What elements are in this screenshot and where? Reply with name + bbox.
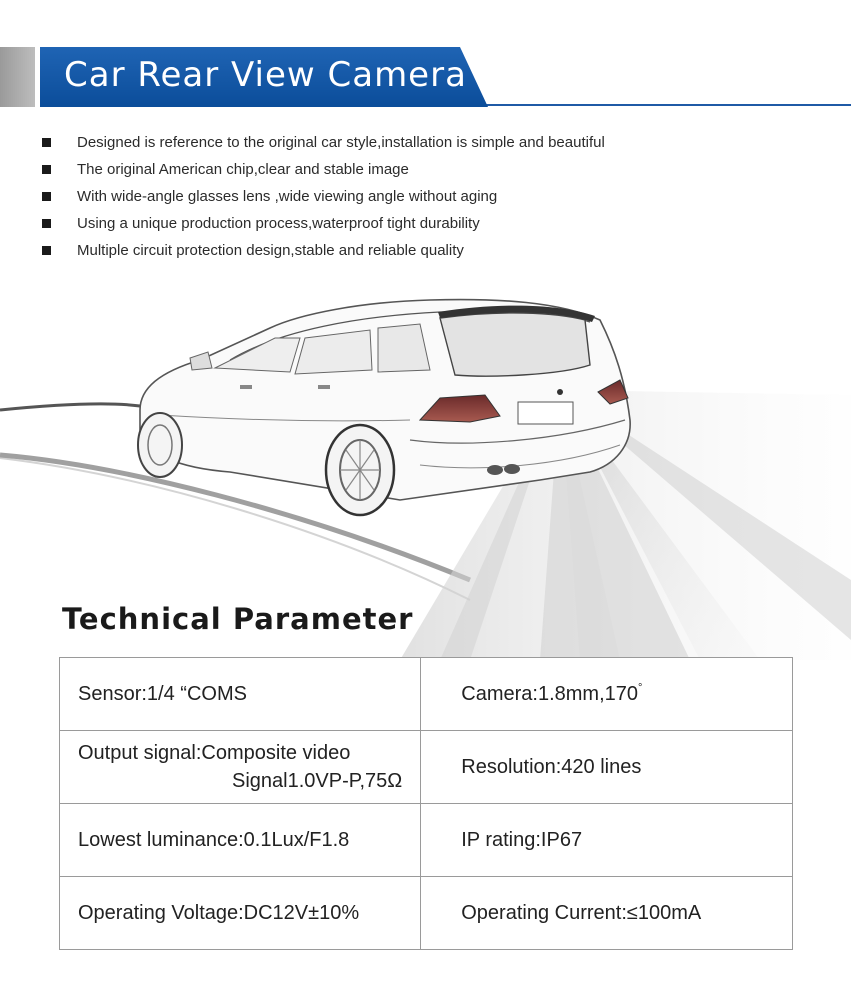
param-output-line1: Output signal:Composite video [78, 742, 351, 764]
feature-text: Using a unique production process,waterproof tight durability [77, 215, 480, 232]
feature-text: With wide-angle glasses lens ,wide viewing angle without aging [77, 188, 498, 205]
param-output-line2: Signal1.0VP-P,75Ω [231, 770, 403, 792]
bullet-square-icon [42, 192, 51, 201]
bullet-square-icon [42, 246, 51, 255]
table-row [60, 731, 793, 804]
param-ip-rating: IP rating:IP67 [421, 804, 793, 877]
param-camera [421, 658, 793, 731]
bullet-square-icon [42, 165, 51, 174]
param-luminance: Lowest luminance:0.1Lux/F1.8 [60, 804, 421, 877]
feature-text: Designed is reference to the original car style,installation is simple and beautiful [77, 134, 605, 151]
param-sensor: Sensor:1/4 “COMS [60, 658, 421, 731]
table-row [60, 877, 793, 950]
degree-symbol: ° [638, 682, 643, 694]
feature-item [42, 186, 605, 213]
bullet-square-icon [42, 219, 51, 228]
param-camera-value: Camera:1.8mm,170 [461, 683, 638, 705]
rear-wheel [326, 425, 394, 515]
section-title: Technical Parameter [62, 602, 414, 636]
front-wheel [138, 413, 182, 477]
param-output-signal [60, 731, 421, 804]
param-resolution: Resolution:420 lines [421, 731, 793, 804]
bullet-square-icon [42, 138, 51, 147]
header-rule [480, 104, 851, 106]
page-title: Car Rear View Camera [64, 55, 467, 95]
camera-lens-icon [557, 389, 563, 395]
header-grey-tab [0, 47, 35, 107]
table-row [60, 658, 793, 731]
license-plate [518, 402, 573, 424]
param-current: Operating Current:≤100mA [421, 877, 793, 950]
feature-item [42, 159, 605, 186]
parameter-table [59, 657, 793, 950]
feature-item [42, 132, 605, 159]
feature-item [42, 213, 605, 240]
feature-text: The original American chip,clear and stable image [77, 161, 409, 178]
feature-text: Multiple circuit protection design,stable and reliable quality [77, 242, 464, 259]
feature-item [42, 240, 605, 267]
table-row [60, 804, 793, 877]
feature-list [42, 132, 605, 267]
param-voltage: Operating Voltage:DC12V±10% [60, 877, 421, 950]
